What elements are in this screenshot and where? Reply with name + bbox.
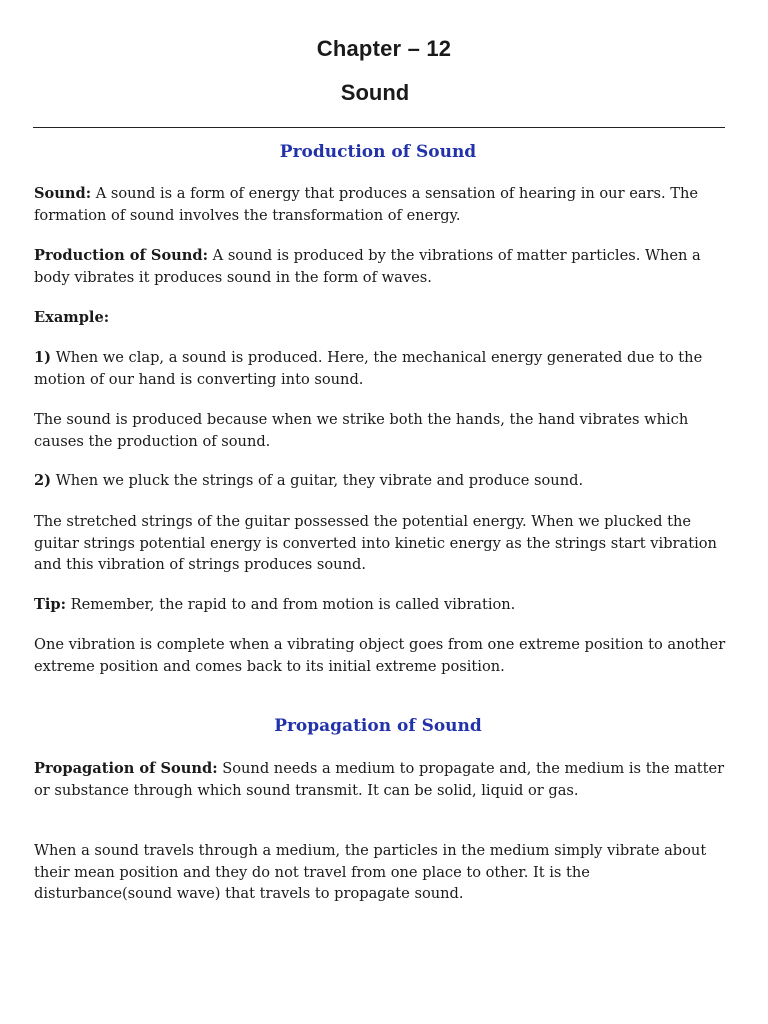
paragraph-vibration-definition <box>34 634 730 677</box>
paragraph-tip <box>34 594 730 616</box>
paragraph-clap-explanation <box>34 409 730 452</box>
paragraph-text: When we pluck the strings of a guitar, they vibrate and produce sound. <box>51 472 584 489</box>
header-divider <box>33 127 725 128</box>
paragraph-text: The sound is produced because when we strike both the hands, the hand vibrates which causes the production of sound. <box>34 411 689 450</box>
chapter-title: Sound <box>340 80 410 105</box>
paragraph-text: The stretched strings of the guitar possessed the potential energy. When we plucked the guitar strings potential energy is converted into kinetic energy as the strings start vibration and this vibration of strings produces sound. <box>34 513 717 573</box>
paragraph-guitar-explanation <box>34 511 730 576</box>
paragraph-particle-motion <box>34 840 730 905</box>
term-label: Tip: <box>34 596 66 613</box>
paragraph-production-definition <box>34 245 730 288</box>
paragraph-example-label <box>34 307 730 329</box>
section-heading-propagation: Propagation of Sound <box>274 716 482 736</box>
paragraph-text: Sound needs a medium to propagate and, the medium is the matter or substance through which sound transmit. It can be solid, liquid or gas. <box>34 760 725 799</box>
paragraph-text: One vibration is complete when a vibrating object goes from one extreme position to another extreme position and comes back to its initial extreme position. <box>34 636 726 675</box>
paragraph-sound-definition <box>34 183 730 226</box>
paragraph-propagation-definition <box>34 758 730 801</box>
term-label: Propagation of Sound: <box>34 760 218 777</box>
term-label: Sound: <box>34 185 92 202</box>
chapter-number: Chapter – 12 <box>316 36 452 61</box>
paragraph-example-guitar <box>34 470 730 492</box>
term-label: Example: <box>34 309 110 326</box>
paragraph-text: When a sound travels through a medium, the particles in the medium simply vibrate about their mean position and they do not travel from one place to other. It is the disturbance(sound wave) that travels to propagate sound. <box>34 842 707 902</box>
paragraph-text: When we clap, a sound is produced. Here, the mechanical energy generated due to the motion of our hand is converting into sound. <box>34 349 703 388</box>
term-label: 1) <box>34 349 52 366</box>
term-label: Production of Sound: <box>34 247 208 264</box>
paragraph-text: Remember, the rapid to and from motion is called vibration. <box>66 596 516 613</box>
paragraph-text: A sound is a form of energy that produces a sensation of hearing in our ears. The formation of sound involves the transformation of energy. <box>34 185 699 224</box>
paragraph-text: A sound is produced by the vibrations of matter particles. When a body vibrates it produces sound in the form of waves. <box>34 247 701 286</box>
section-heading-production: Production of Sound <box>279 142 477 162</box>
paragraph-example-clap <box>34 347 730 390</box>
term-label: 2) <box>34 472 52 489</box>
